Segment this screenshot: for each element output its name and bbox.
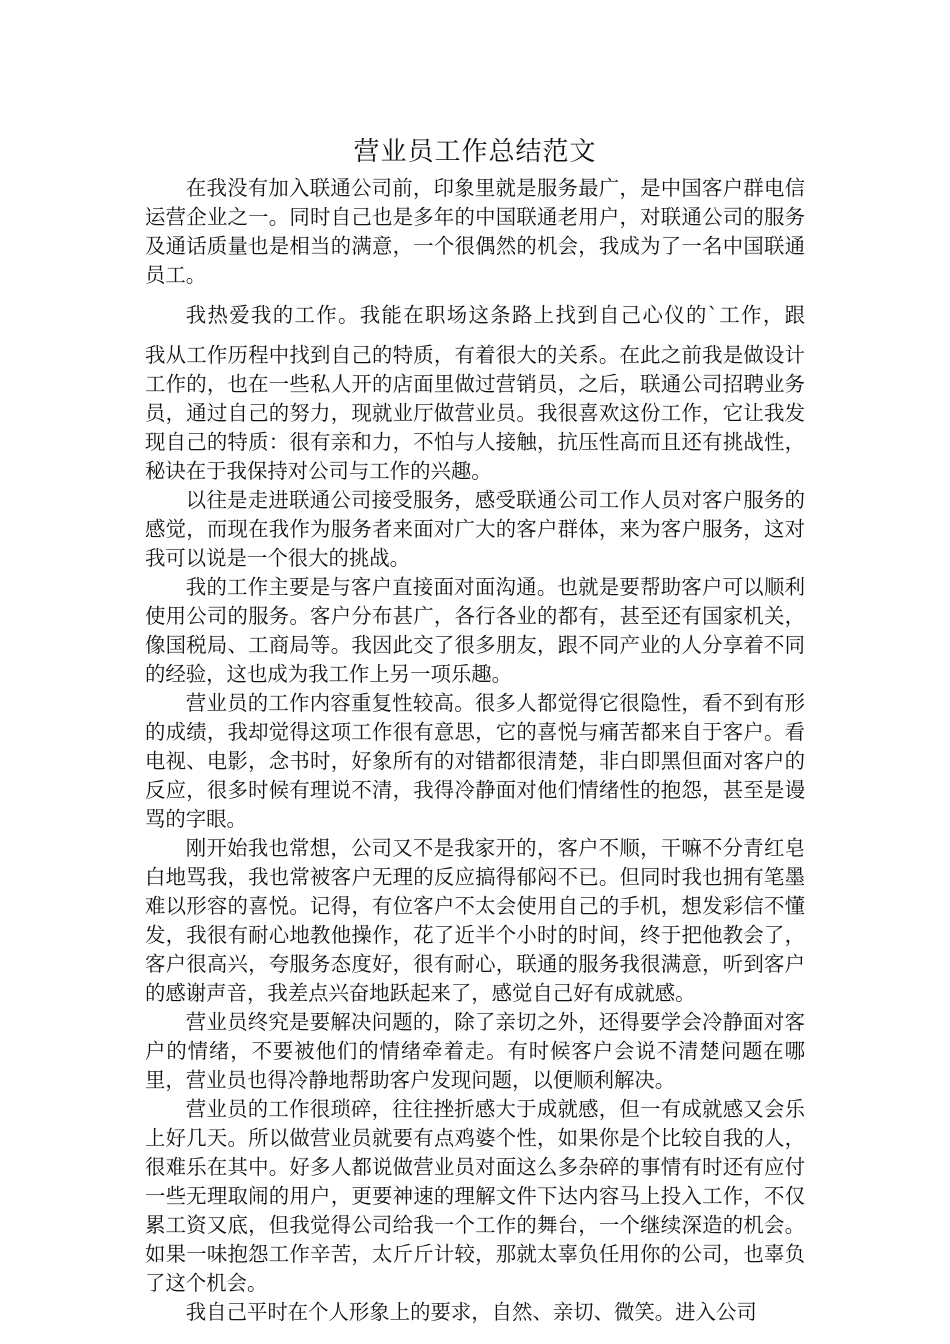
paragraph: 以往是走进联通公司接受服务，感受联通公司工作人员对客户服务的感觉，而现在我作为服务者来面对广大的客户群体，来为客户服务，这对我可以说是一个很大的挑战。 — [145, 488, 805, 570]
document-body — [145, 174, 805, 1327]
paragraph: 我从工作历程中找到自己的特质，有着很大的关系。在此之前我是做设计工作的，也在一些私人开的店面里做过营销员，之后，联通公司招聘业务员，通过自己的努力，现就业厅做营业员。我很喜欢这份工作，它让我发现自己的特质：很有亲和力，不怕与人接触，抗压性高而且还有挑战性，秘诀在于我保持对公司与工作的兴趣。 — [145, 343, 805, 483]
paragraph: 我热爱我的工作。我能在职场这条路上找到自己心仪的`工作，跟 — [185, 303, 805, 327]
paragraph: 营业员的工作内容重复性较高。很多人都觉得它很隐性，看不到有形的成绩，我却觉得这项工作很有意思，它的喜悦与痛苦都来自于客户。看电视、电影，念书时，好象所有的对错都很清楚，非白即黑但面对客户的反应，很多时候有理说不清，我得冷静面对他们情绪性的抱怨，甚至是谩骂的字眼。 — [145, 691, 805, 831]
document-title: 营业员工作总结范文 — [353, 137, 597, 167]
paragraph: 营业员的工作很琐碎，往往挫折感大于成就感，但一有成就感又会乐上好几天。所以做营业员就要有点鸡婆个性，如果你是个比较自我的人，很难乐在其中。好多人都说做营业员对面这么多杂碎的事情有时还有应付一些无理取闹的用户，更要神速的理解文件下达内容马上投入工作，不仅累工资又底，但我觉得公司给我一个工作的舞台，一个继续深造的机会。如果一味抱怨工作辛苦，太斤斤计较，那就太辜负任用你的公司，也辜负了这个机会。 — [145, 1097, 805, 1295]
paragraph: 我自己平时在个人形象上的要求，自然、亲切、微笑。进入公司 — [185, 1300, 757, 1324]
paragraph: 我的工作主要是与客户直接面对面沟通。也就是要帮助客户可以顺利使用公司的服务。客户分布甚广，各行各业的都有，甚至还有国家机关，像国税局、工商局等。我因此交了很多朋友，跟不同产业的人分享着不同的经验，这也成为我工作上另一项乐趣。 — [145, 575, 805, 686]
paragraph: 营业员终究是要解决问题的，除了亲切之外，还得要学会冷静面对客户的情绪，不要被他们的情绪牵着走。有时候客户会说不清楚问题在哪里，营业员也得冷静地帮助客户发现问题，以便顺利解决。 — [145, 1010, 805, 1092]
paragraph: 刚开始我也常想，公司又不是我家开的，客户不顺，干嘛不分青红皂白地骂我，我也常被客户无理的反应搞得郁闷不已。但同时我也拥有笔墨难以形容的喜悦。记得，有位客户不太会使用自己的手机，想发彩信不懂发，我很有耐心地教他操作，花了近半个小时的时间，终于把他教会了，客户很高兴，夸服务态度好，很有耐心，联通的服务我很满意，听到客户的感谢声音，我差点兴奋地跃起来了，感觉自己好有成就感。 — [145, 836, 805, 1005]
paragraph: 在我没有加入联通公司前，印象里就是服务最广，是中国客户群电信运营企业之一。同时自己也是多年的中国联通老用户，对联通公司的服务及通话质量也是相当的满意，一个很偶然的机会，我成为了一名中国联通员工。 — [145, 176, 805, 287]
